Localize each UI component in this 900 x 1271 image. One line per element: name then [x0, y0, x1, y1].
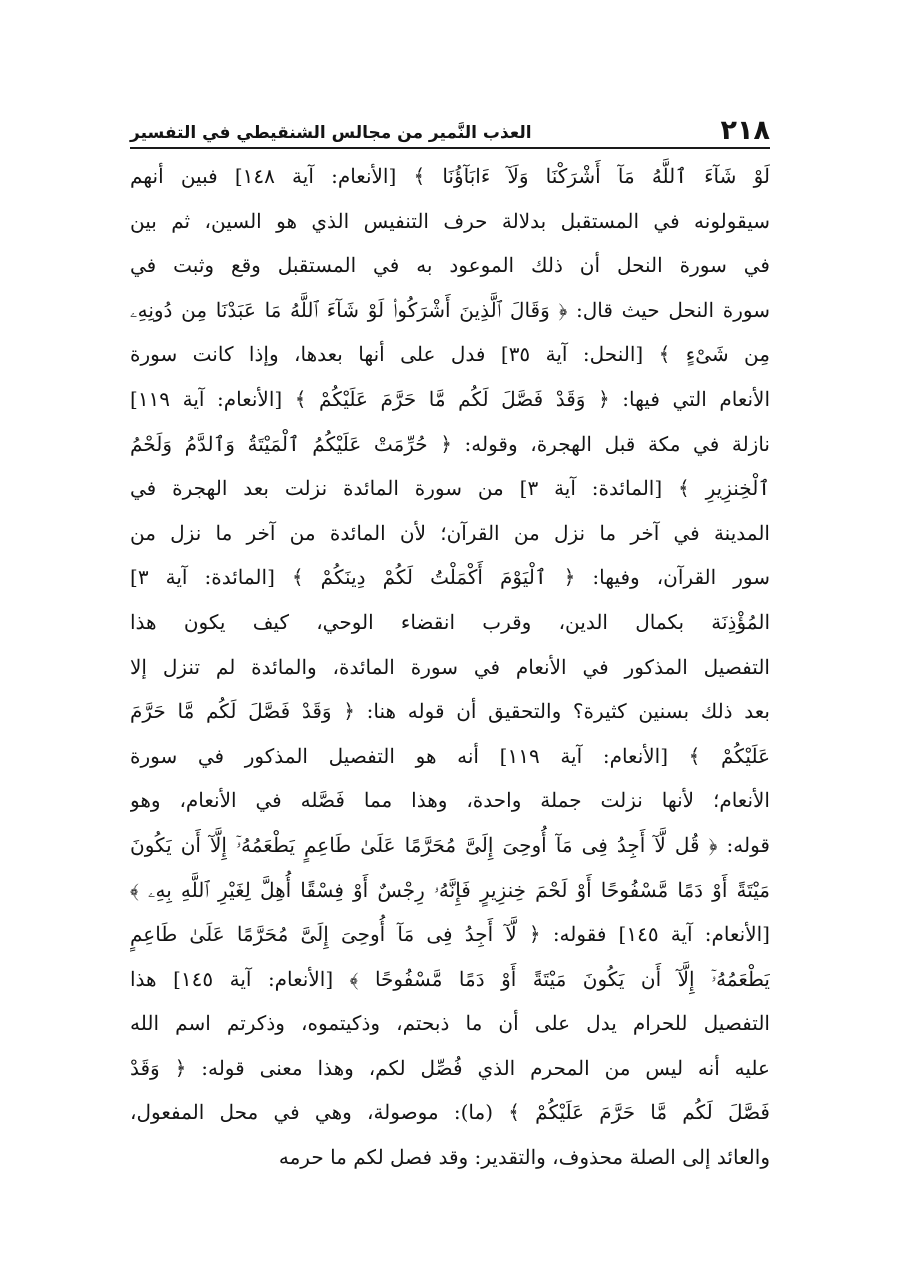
running-title: العذب النَّمير من مجالس الشنقيطي في التفسير — [130, 123, 532, 143]
text-line: المدينة في آخر ما نزل من القرآن؛ لأن المائدة من آخر ما نزل من — [130, 520, 770, 545]
text-line: نازلة في مكة قبل الهجرة، وقوله: ﴿ حُرِّمَتْ عَلَيْكُمُ ٱلْمَيْتَةُ وَٱلدَّمُ وَلَحْمُ — [130, 431, 770, 456]
text-line: سيقولونه في المستقبل بدلالة حرف التنفيس الذي هو السين، ثم بين — [130, 208, 770, 233]
text-line: الأنعام التي فيها: ﴿ وَقَدْ فَصَّلَ لَكُم مَّا حَرَّمَ عَلَيْكُمْ ﴾ [الأنعام: آية ١١٩] — [130, 386, 770, 411]
text-line: الأنعام؛ لأنها نزلت جملة واحدة، وهذا مما فَصَّله في الأنعام، وهو — [130, 788, 770, 813]
text-line: يَطْعَمُهُۥٓ إِلَّآ أَن يَكُونَ مَيْتَةً أَوْ دَمًا مَّسْفُوحًا ﴾ [الأنعام: آية ١٤٥] هذا — [130, 966, 770, 991]
text-line: التفصيل المذكور في الأنعام في سورة المائدة، والمائدة لم تنزل إلا — [130, 654, 770, 679]
text-line: والعائد إلى الصلة محذوف، والتقدير: وقد فصل لكم ما حرمه — [278, 1145, 770, 1170]
text-line: مِن شَىْءٍ ﴾ [النحل: آية ٣٥] فدل على أنها بعدها، وإذا كانت سورة — [130, 342, 770, 367]
text-line: عَلَيْكُمْ ﴾ [الأنعام: آية ١١٩] أنه هو التفصيل المذكور في سورة — [130, 743, 770, 768]
header-rule — [130, 147, 770, 149]
page-header — [130, 98, 770, 144]
text-line: عليه أنه ليس من المحرم الذي فُصِّل لكم، وهذا معنى قوله: ﴿ وَقَدْ — [130, 1055, 770, 1080]
text-line: لَوْ شَآءَ ٱللَّهُ مَآ أَشْرَكْنَا وَلَآ ءَابَآؤُنَا ﴾ [الأنعام: آية ١٤٨] فبين أنهم — [130, 164, 770, 188]
body-text — [130, 154, 770, 1180]
text-line: سورة النحل حيث قال: ﴿ وَقَالَ ٱلَّذِينَ أَشْرَكُوا۟ لَوْ شَآءَ ٱللَّهُ مَا عَبَدْنَا مِن دُونِهِۦ — [130, 297, 770, 322]
text-line: المُؤْذِنَة بكمال الدين، وقرب انقضاء الوحي، كيف يكون هذا — [130, 609, 770, 634]
text-line: [الأنعام: آية ١٤٥] فقوله: ﴿ لَّآ أَجِدُ فِى مَآ أُوحِىَ إِلَىَّ مُحَرَّمًا عَلَىٰ طَاعِمٍ — [130, 922, 770, 947]
text-line: بعد ذلك بسنين كثيرة؟ والتحقيق أن قوله هنا: ﴿ وَقَدْ فَصَّلَ لَكُم مَّا حَرَّمَ — [130, 699, 770, 724]
text-line: مَيْتَةً أَوْ دَمًا مَّسْفُوحًا أَوْ لَحْمَ خِنزِيرٍ فَإِنَّهُۥ رِجْسٌ أَوْ فِسْقًا أُهِلَّ لِغَيْرِ ٱللَّهِ بِهِۦ ﴾ — [130, 877, 770, 902]
text-line: قوله: ﴿ قُل لَّآ أَجِدُ فِى مَآ أُوحِىَ إِلَىَّ مُحَرَّمًا عَلَىٰ طَاعِمٍ يَطْعَمُهُۥٓ إِلَّآ أَن يَكُونَ — [130, 832, 770, 857]
text-line: سور القرآن، وفيها: ﴿ ٱلْيَوْمَ أَكْمَلْتُ لَكُمْ دِينَكُمْ ﴾ [المائدة: آية ٣] — [130, 565, 770, 590]
text-line: التفصيل للحرام يدل على أن ما ذبحتم، وذكيتموه، وذكرتم اسم الله — [130, 1011, 770, 1036]
text-line: فَصَّلَ لَكُم مَّا حَرَّمَ عَلَيْكُمْ ﴾ (ما): موصولة، وهي في محل المفعول، — [130, 1100, 770, 1125]
text-line: ٱلْخِنزِيرِ ﴾ [المائدة: آية ٣] من سورة المائدة نزلت بعد الهجرة في — [130, 476, 770, 501]
text-line: في سورة النحل أن ذلك الموعود به في المستقبل وقع وثبت في — [130, 253, 770, 278]
page-number: ٢١٨ — [720, 115, 770, 146]
